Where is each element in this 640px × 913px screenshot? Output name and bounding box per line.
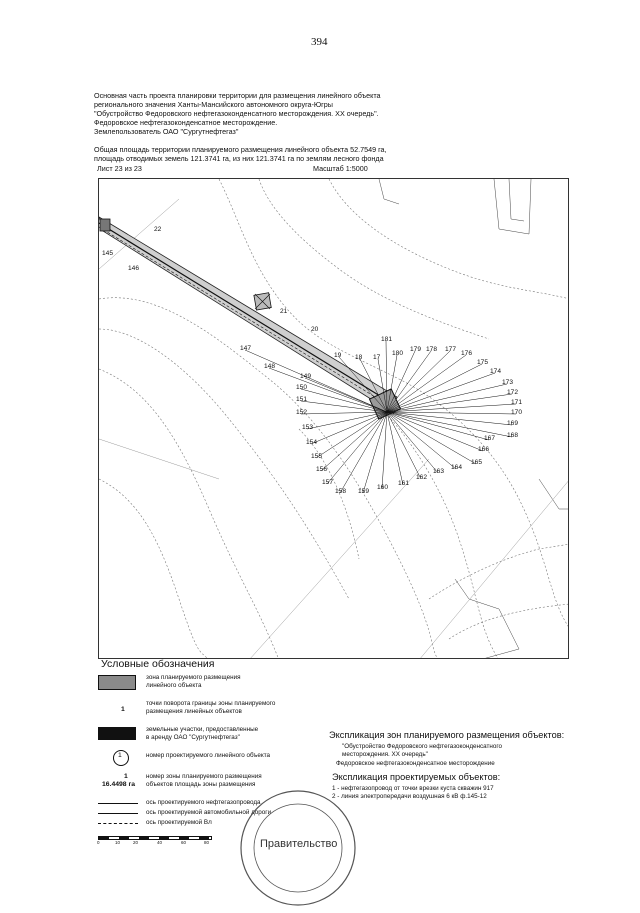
legend-axis-road: ось проектируемой автомобильной дороги [146,809,272,816]
map-point-label: 145 [102,250,114,257]
map-point-label: 147 [240,345,252,352]
map-point-label: 158 [335,488,347,495]
map-point-label: 181 [381,336,393,343]
map-point-label: 160 [377,484,389,491]
map-point-label: 165 [471,459,483,466]
legend-zone-area: объектов площадь зоны размещения [146,781,256,788]
legend-axis-power: ось проектируемой Вл [146,819,212,826]
scale-tick: 40 [157,840,163,845]
map-point-label: 18 [355,354,363,361]
legend-object-number: номер проектируемого линейного объекта [146,752,271,759]
area-line: площадь отводимых земель 121.3741 га, из них 121.3741 га по землям лесного фонда [94,154,384,163]
leader-line [387,364,482,412]
map-point-label: 153 [302,424,314,431]
power-axis-line [98,823,138,824]
page-number: 394 [311,36,328,48]
leader-line [387,355,466,412]
map-point-label: 174 [490,368,502,375]
explication-zones-title: Экспликация зон планируемого размещения объектов: [329,730,565,740]
map-point-label: 151 [296,396,308,403]
map-point-label: 19 [334,352,342,359]
zone-number-marker: 1 [124,773,128,780]
leader-line [387,412,489,440]
header-line: регионального значения Ханты-Мансийского автономного округа-Югры [94,100,333,109]
zone-area-value: 16.4498 га [102,781,136,788]
zone-swatch [98,675,136,690]
leader-line [387,351,415,412]
explication-zones-line: месторождения. XX очередь" [342,751,428,758]
map-point-label: 171 [511,399,523,406]
map-point-label: 175 [477,359,489,366]
map-point-label: 150 [296,384,308,391]
leader-line [301,412,387,414]
map-point-label: 149 [300,373,312,380]
header-line: Федоровское нефтегазоконденсатное месторождение. [94,118,278,127]
map-point-label: 170 [511,409,523,416]
pipeline-corridor [99,217,404,419]
explication-zones-line: Федоровское нефтегазоконденсатное месторождение [336,760,495,767]
leader-line [387,412,516,414]
leader-line [387,351,450,412]
scale-tick: 10 [115,840,121,845]
map-point-label: 169 [507,420,519,427]
leader-line [382,412,387,489]
map-point-label: 152 [296,409,308,416]
map-point-label: 156 [316,466,328,473]
legend-leased-2: в аренду ОАО "Сургутнефтегаз" [146,734,240,741]
leader-line [387,412,438,473]
map-point-label: 146 [128,265,140,272]
map-point-label: 157 [322,479,334,486]
oil-axis-line [98,803,138,804]
leader-line [311,412,387,444]
map-point-label: 21 [280,308,288,315]
map-point-label: 177 [445,346,457,353]
legend-zone-label: зона планируемого размещения линейного объекта [146,674,241,689]
map-point-label: 180 [392,350,404,357]
scale-tick: 60 [181,840,187,845]
map-point-label: 163 [433,468,445,475]
explication-objects-title: Экспликация проектируемых объектов: [332,772,501,782]
map-point-label: 161 [398,480,410,487]
map-point-label: 167 [484,435,496,442]
stamp-center-text: Правительство [260,838,338,850]
header-line: Землепользователь ОАО "Сургутнефтегаз" [94,127,239,136]
legend-axis-oil: ось проектируемого нефтегазопровода [146,799,261,806]
header-line: Основная часть проекта планировки территории для размещения линейного объекта [94,91,381,100]
map-point-label: 179 [410,346,422,353]
leader-line [316,412,387,458]
map-point-label: 159 [358,488,370,495]
legend-title: Условные обозначения [101,658,215,670]
map-point-label: 17 [373,354,381,361]
map-point-label: 22 [154,226,162,233]
leader-line [363,412,387,493]
map-point-label: 172 [507,389,519,396]
road-axis-line [98,813,138,814]
map-point-label: 178 [426,346,438,353]
leader-line [387,412,512,437]
object-number-marker: 1 [118,752,122,759]
map-point-label: 162 [416,474,428,481]
leader-line [387,412,456,469]
map-point-label: 20 [311,326,319,333]
map-drawing [99,179,569,659]
leader-line [387,394,512,412]
map-point-label: 148 [264,363,276,370]
leader-line [387,351,431,412]
explication-zones-line: "Обустройство Федоровского нефтегазоконденсатного [342,743,503,750]
map-point-label: 173 [502,379,514,386]
sheet-label: Лист 23 из 23 [97,164,142,173]
leased-swatch [98,727,136,740]
scale-tick: 0 [97,840,100,845]
map-point-label: 176 [461,350,473,357]
official-stamp [238,788,358,908]
map-frame [98,178,569,659]
legend-leased-1: земельные участки, предоставленные [146,726,259,733]
leader-line [387,384,507,412]
map-point-label: 154 [306,439,318,446]
leader-line [340,412,387,493]
leader-line [321,412,387,471]
background-contours [99,179,569,659]
map-point-label: 168 [507,432,519,439]
explication-objects-line: 2 - линия электропередачи воздушная 6 кВ ф.145-12 [332,793,487,800]
map-point-label: 155 [311,453,323,460]
legend-turn-points-2: размещения линейных объектов [146,708,242,715]
leased-land-outlines [379,179,569,659]
scale-tick: 80 [204,840,210,845]
scale-tick: 20 [133,840,139,845]
explication-objects-line: 1 - нефтегазопровод от точки врезки куста скважин 917 [332,785,494,792]
scale-label: Масштаб 1:5000 [313,164,368,173]
area-line: Общая площадь территории планируемого размещения линейного объекта 52.7549 га, [94,145,387,154]
map-point-label: 164 [451,464,463,471]
header-line: "Обустройство Федоровского нефтегазоконденсатного месторождения. XX очередь". [94,109,379,118]
map-point-label: 166 [478,446,490,453]
legend-zone-number: номер зоны планируемого размещения [146,773,262,780]
turn-point-marker: 1 [121,706,125,713]
legend-turn-points-1: точки поворота границы зоны планируемого [146,700,276,707]
